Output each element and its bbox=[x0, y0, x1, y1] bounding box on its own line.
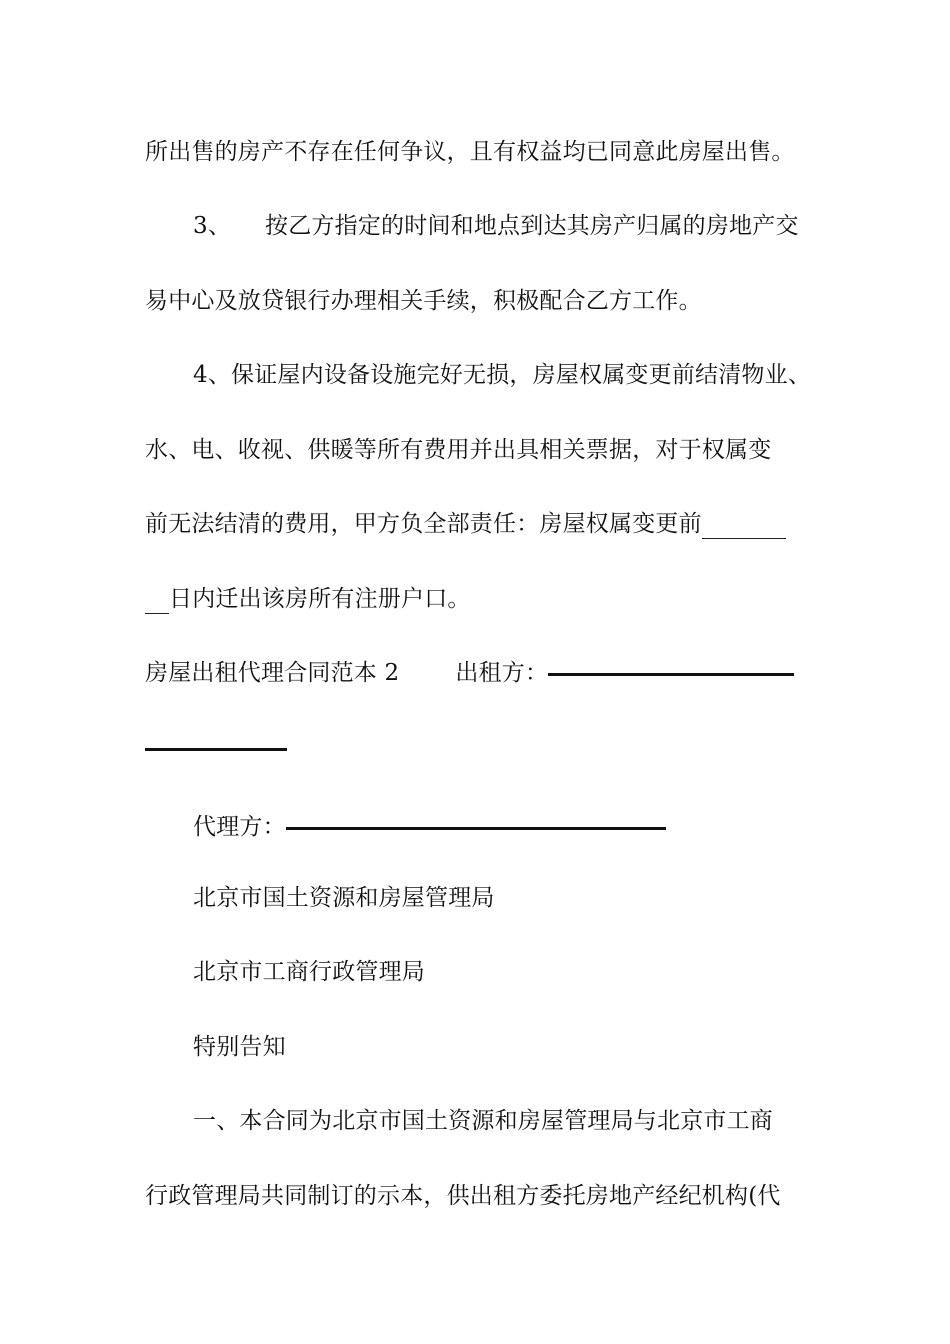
text-line: 前无法结清的费用，甲方负全部责任：房屋权属变更前 bbox=[145, 511, 702, 537]
paragraph-line bbox=[145, 584, 471, 614]
issuing-authority: 北京市国土资源和房屋管理局 bbox=[193, 885, 495, 911]
text-line: 水、电、收视、供暖等所有费用并出具相关票据，对于权属变 bbox=[145, 437, 772, 463]
paragraph-line bbox=[145, 658, 794, 688]
field-label: 代理方： bbox=[193, 814, 286, 840]
paragraph-line bbox=[145, 286, 702, 316]
field-label: 出租方： bbox=[455, 660, 549, 686]
section-heading: 特别告知 bbox=[193, 1034, 286, 1060]
signature-line bbox=[145, 748, 287, 751]
section-title: 房屋出租代理合同范本 2 bbox=[145, 660, 400, 686]
text-line: 一、本合同为北京市国土资源和房屋管理局与北京市工商 bbox=[193, 1108, 773, 1134]
fill-in-blank bbox=[702, 514, 786, 539]
text-line: 易中心及放贷银行办理相关手续，积极配合乙方工作。 bbox=[145, 288, 702, 314]
issuing-authority: 北京市工商行政管理局 bbox=[193, 959, 425, 985]
paragraph-line bbox=[193, 1032, 286, 1062]
text-line: 按乙方指定的时间和地点到达其房产归属的房地产交 bbox=[265, 213, 799, 239]
paragraph-line bbox=[193, 1106, 773, 1136]
paragraph-line bbox=[193, 812, 666, 842]
fill-in-blank bbox=[145, 589, 169, 614]
text-line: 日内迁出该房所有注册户口。 bbox=[169, 586, 471, 612]
signature-line bbox=[548, 673, 794, 676]
clause-number: 3、 bbox=[193, 213, 232, 239]
paragraph-line bbox=[145, 137, 795, 167]
paragraph-line bbox=[193, 360, 811, 390]
paragraph-line bbox=[193, 957, 425, 987]
paragraph-line bbox=[145, 509, 786, 539]
text-line: 所出售的房产不存在任何争议，且有权益均已同意此房屋出售。 bbox=[145, 139, 795, 165]
signature-line bbox=[286, 827, 666, 830]
paragraph-line bbox=[193, 211, 799, 241]
paragraph-line bbox=[145, 435, 771, 465]
paragraph-line bbox=[145, 733, 287, 763]
paragraph-line bbox=[193, 883, 495, 913]
text-line: 4、保证屋内设备设施完好无损，房屋权属变更前结清物业、 bbox=[193, 362, 812, 388]
text-line: 行政管理局共同制订的示本，供出租方委托房地产经纪机构(代 bbox=[145, 1183, 781, 1209]
paragraph-line bbox=[145, 1181, 781, 1211]
